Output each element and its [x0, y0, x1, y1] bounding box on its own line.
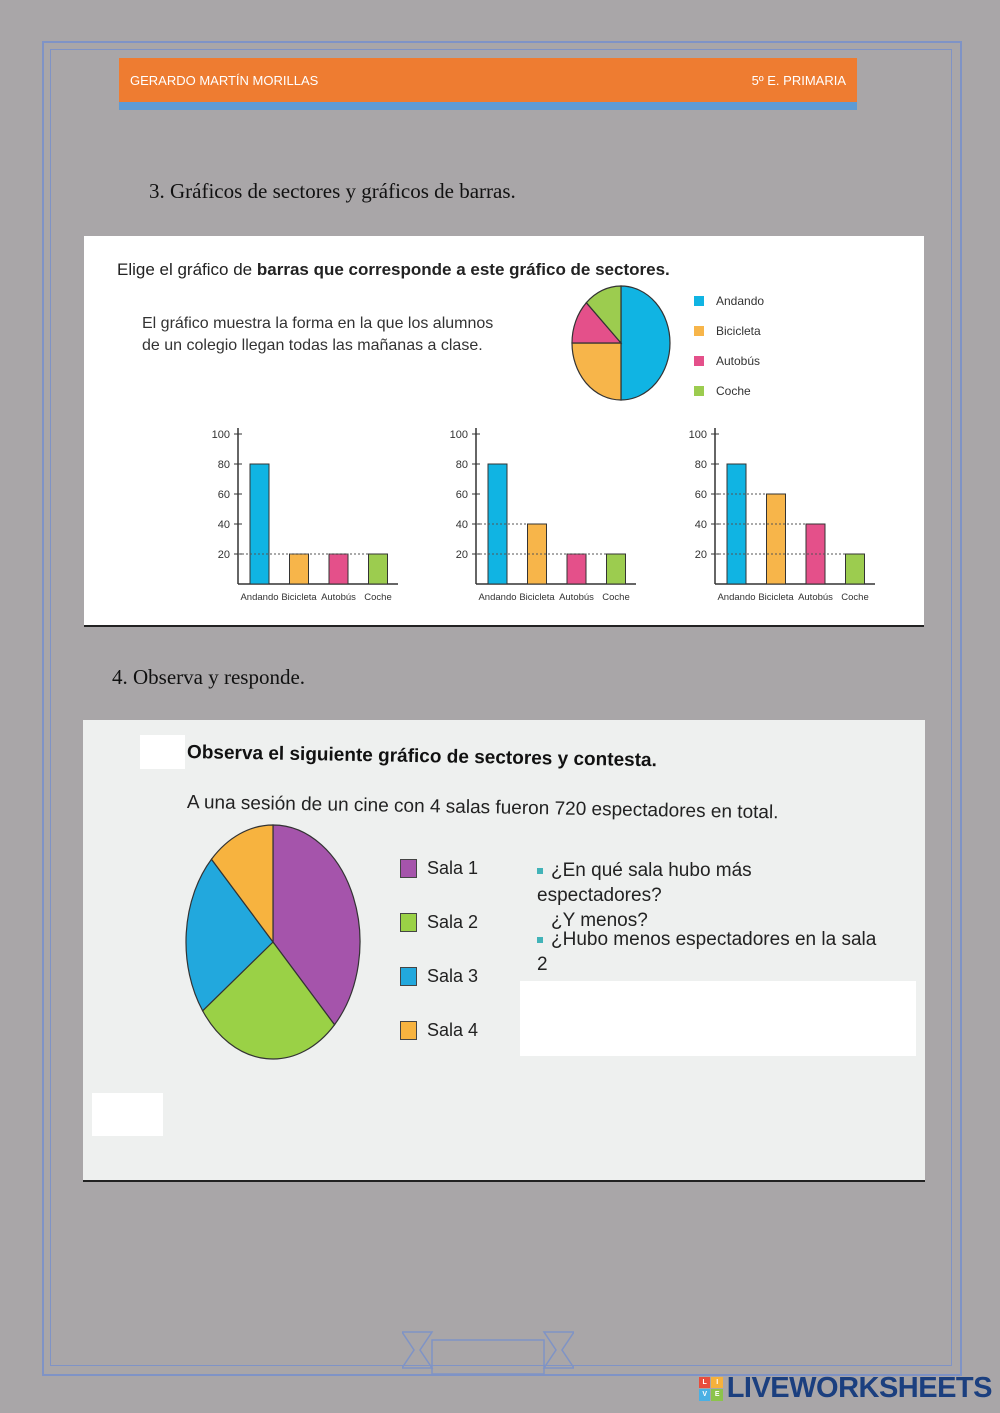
legend-swatch: [694, 356, 704, 366]
page-header: [119, 58, 857, 102]
y-tick-label: 100: [688, 429, 707, 441]
legend-label: Andando: [716, 294, 765, 308]
y-tick-label: 80: [694, 459, 707, 471]
y-tick-label: 80: [217, 459, 230, 471]
legend-swatch: [694, 386, 704, 396]
legend-label: Autobús: [716, 354, 761, 368]
y-tick-label: 100: [449, 429, 468, 441]
cinema-legend: [400, 858, 478, 1041]
exercise-1-description: [142, 313, 562, 357]
y-tick-label: 20: [217, 549, 230, 561]
exercise-2-title: Observa el siguiente gráfico de sectores y contesta.: [186, 742, 658, 772]
exercise-1-panel: [84, 236, 924, 627]
answer-box-small-top[interactable]: [140, 735, 185, 769]
instruction-bold-text: barras que corresponde a este gráfico de sectores.: [256, 260, 670, 279]
exercise-2-subtitle: A una sesión de un cine con 4 salas fueron 720 espectadores en total.: [186, 792, 779, 824]
section-4-title: 4. Observa y responde.: [112, 665, 306, 689]
y-tick-label: 60: [694, 489, 707, 501]
section-3-title: 3. Gráficos de sectores y gráficos de barras.: [149, 179, 516, 203]
cinema-pie-chart: [181, 820, 373, 1070]
bar-3: [329, 554, 348, 584]
x-tick-label: Coche: [841, 592, 869, 603]
question-1: [537, 858, 877, 933]
x-tick-label: Andando: [478, 592, 517, 603]
bar-2: [767, 494, 786, 584]
legend-label: Sala 1: [427, 858, 479, 878]
y-tick-label: 40: [217, 519, 230, 531]
transport-pie-slice-1: [621, 286, 670, 400]
page-number-ornament: [402, 1330, 574, 1376]
bar-3: [567, 554, 586, 584]
x-tick-label: Coche: [602, 592, 630, 603]
y-tick-label: 80: [455, 459, 468, 471]
instruction-text: Elige el gráfico de: [117, 260, 257, 279]
x-tick-label: Autobús: [321, 592, 356, 603]
exercise-2-panel: [83, 720, 925, 1182]
bar-chart-option-3[interactable]: [679, 420, 889, 610]
legend-label: Bicicleta: [716, 324, 761, 338]
y-tick-label: 60: [217, 489, 230, 501]
transport-legend: [694, 294, 764, 398]
y-tick-label: 40: [694, 519, 707, 531]
x-tick-label: Coche: [364, 592, 392, 603]
legend-item-sala-3: [400, 966, 478, 987]
transport-pie-slice-2: [572, 343, 621, 400]
bar-1: [250, 464, 269, 584]
question-2-line-1: ¿Hubo menos espectadores en la sala 2: [537, 929, 877, 975]
y-tick-label: 60: [455, 489, 468, 501]
legend-item-sala-4: [400, 1020, 478, 1041]
legend-swatch: [694, 296, 704, 306]
legend-item-bicicleta: [694, 324, 764, 338]
y-tick-label: 100: [211, 429, 230, 441]
description-line-1: El gráfico muestra la forma en la que los alumnos: [142, 315, 494, 332]
liveworksheets-icon: L I V E: [699, 1377, 723, 1401]
x-tick-label: Autobús: [798, 592, 833, 603]
liveworksheets-brand: LIVEWORKSHEETS: [726, 1372, 992, 1404]
legend-item-autobus: [694, 354, 764, 368]
x-tick-label: Autobús: [559, 592, 594, 603]
legend-item-sala-2: [400, 912, 478, 933]
legend-swatch: [400, 1021, 417, 1040]
bullet-icon: [537, 868, 543, 874]
y-tick-label: 40: [455, 519, 468, 531]
header-author: GERARDO MARTÍN MORILLAS: [130, 72, 319, 88]
legend-label: Sala 3: [427, 966, 479, 986]
legend-label: Coche: [716, 384, 751, 398]
bar-2: [290, 554, 309, 584]
question-1-line-2: ¿Y menos?: [551, 910, 648, 931]
legend-swatch: [694, 326, 704, 336]
liveworksheets-logo: [699, 1372, 992, 1405]
header-grade: 5º E. PRIMARIA: [751, 72, 846, 88]
legend-swatch: [400, 967, 417, 986]
x-tick-label: Bicicleta: [519, 592, 555, 603]
x-tick-label: Bicicleta: [281, 592, 317, 603]
answer-box[interactable]: [520, 981, 916, 1056]
x-tick-label: Andando: [717, 592, 756, 603]
legend-item-andando: [694, 294, 764, 308]
y-tick-label: 20: [694, 549, 707, 561]
question-1-line-1: ¿En qué sala hubo más espectadores?: [537, 860, 752, 906]
x-tick-label: Bicicleta: [758, 592, 794, 603]
exercise-1-instruction: [117, 260, 670, 280]
legend-item-sala-1: [400, 858, 478, 879]
answer-box-small-bottom[interactable]: [92, 1093, 163, 1136]
header-underline: [119, 102, 857, 110]
bar-4: [607, 554, 626, 584]
legend-label: Sala 2: [427, 912, 479, 932]
x-tick-label: Andando: [240, 592, 279, 603]
bar-chart-option-1[interactable]: [202, 420, 412, 610]
bar-chart-option-2[interactable]: [440, 420, 650, 610]
description-line-2: de un colegio llegan todas las mañanas a clase.: [142, 337, 483, 354]
bar-4: [369, 554, 388, 584]
y-tick-label: 20: [455, 549, 468, 561]
legend-swatch: [400, 859, 417, 878]
legend-swatch: [400, 913, 417, 932]
bar-4: [846, 554, 865, 584]
legend-item-coche: [694, 384, 764, 398]
bullet-icon: [537, 937, 543, 943]
legend-label: Sala 4: [427, 1020, 479, 1040]
transport-pie-chart: [564, 282, 674, 406]
